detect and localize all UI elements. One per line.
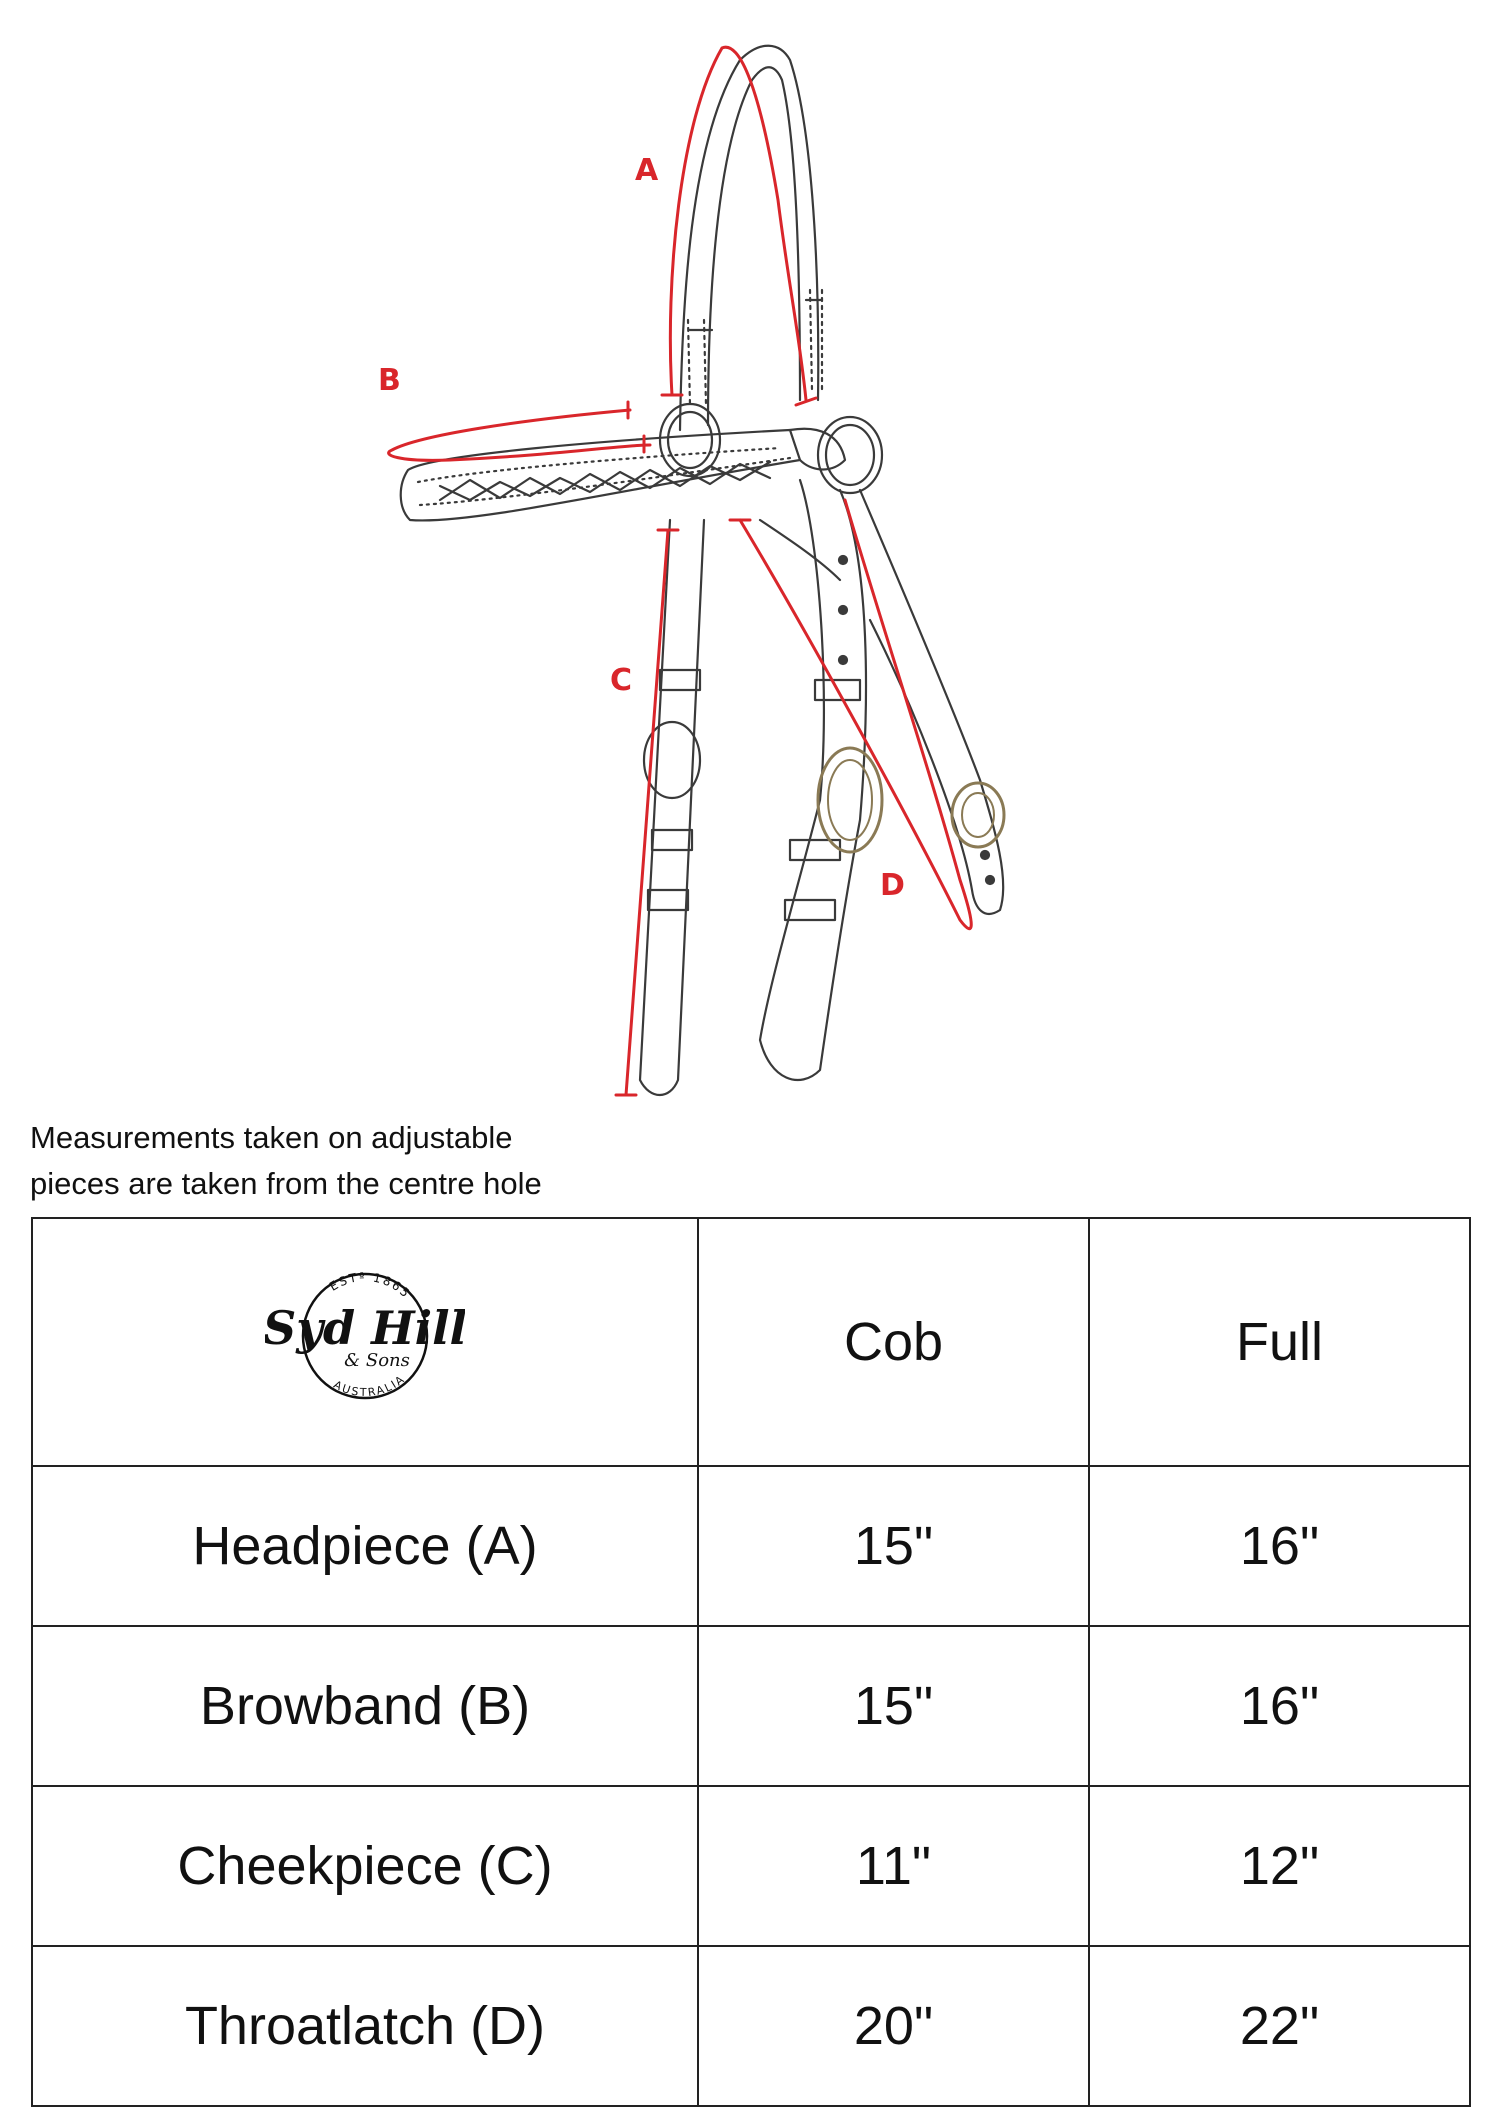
note-line-1: Measurements taken on adjustable: [30, 1120, 513, 1155]
table-row: [32, 1786, 1470, 1946]
full-value: 12": [1089, 1786, 1470, 1946]
cheekpiece: [640, 520, 704, 1095]
headpiece-strap: [680, 46, 822, 430]
label-d: D: [880, 868, 905, 903]
note-line-2: pieces are taken from the centre hole: [30, 1166, 542, 1201]
table-row: [32, 1466, 1470, 1626]
part-name: Throatlatch (D): [32, 1946, 698, 2106]
cob-value: 15": [698, 1626, 1089, 1786]
table-row: [32, 1946, 1470, 2106]
table-header-row: [32, 1218, 1470, 1466]
right-ring: [818, 417, 882, 493]
right-cheekpiece: [760, 480, 882, 1080]
cob-value: 15": [698, 1466, 1089, 1626]
table-row: [32, 1626, 1470, 1786]
throatlatch: [760, 490, 1004, 914]
full-value: 16": [1089, 1626, 1470, 1786]
part-name: Headpiece (A): [32, 1466, 698, 1626]
measure-line-d: [740, 500, 971, 929]
part-name: Cheekpiece (C): [32, 1786, 698, 1946]
cob-value: 11": [698, 1786, 1089, 1946]
label-b: B: [378, 363, 401, 398]
svg-text:& Sons: & Sons: [344, 1349, 410, 1371]
browband: [401, 429, 845, 521]
syd-hill-logo: [265, 1236, 465, 1436]
label-c: C: [610, 663, 633, 698]
svg-text:AUSTRALIA: AUSTRALIA: [331, 1371, 408, 1399]
svg-text:Syd Hill: Syd Hill: [265, 1300, 465, 1355]
column-header-full: Full: [1089, 1218, 1470, 1466]
full-value: 22": [1089, 1946, 1470, 2106]
logo-cell: [32, 1218, 698, 1466]
measure-line-b: [389, 410, 650, 460]
label-a: A: [635, 153, 659, 188]
svg-text:ESTº 1865: ESTº 1865: [326, 1269, 414, 1301]
size-chart-table: [31, 1217, 1471, 2107]
full-value: 16": [1089, 1466, 1470, 1626]
measure-line-c: [626, 530, 668, 1095]
cob-value: 20": [698, 1946, 1089, 2106]
measurement-note: [30, 1115, 730, 1207]
column-header-cob: Cob: [698, 1218, 1089, 1466]
part-name: Browband (B): [32, 1626, 698, 1786]
